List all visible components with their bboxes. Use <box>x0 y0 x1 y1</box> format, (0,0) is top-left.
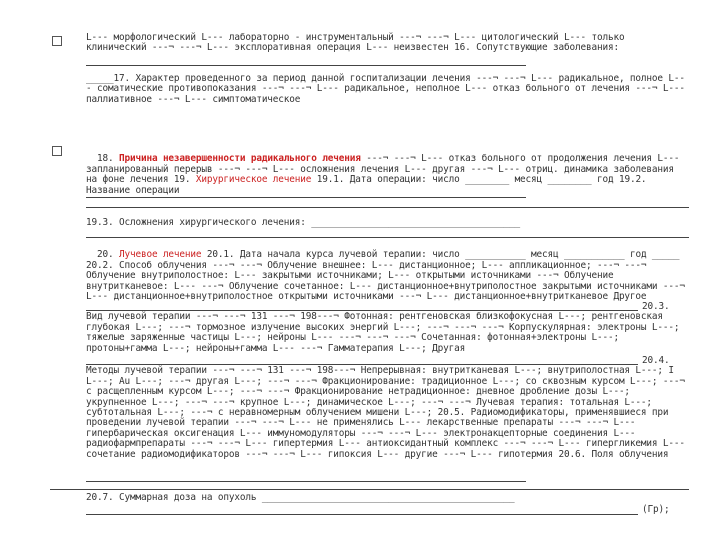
surgical-complications-line: 19.3. Осложнения хирургического лечения: ______________________________________ <box>86 217 521 228</box>
section-1-text-b: _____17. Характер проведенного за период данной госпитализации лечения ---¬ ---¬ L--- радикальное, полное L--- соматические противопоказания ---¬ ---¬ L--- радикальное, неполное L--- отказ больного от лечения ---¬ L--- паллиативное ---¬ L--- симптоматическое <box>86 73 691 105</box>
total-dose-line: 20.7. Суммарная доза на опухоль ______________________________________________ <box>86 492 515 503</box>
radiation-methods: 20.4. Методы лучевой терапии ---¬ ---¬ 131 ---¬ 198---¬ Непрерывная: внутритканевая L---; внутриполостная L---; I L---; Au L---; ---¬ другая L---; ---¬ ---¬ Фракционирование: традиционное L---; со сквозным курсом L---; ---¬ с расщепленным курсом L---; ---¬ ---¬ Фракционирование нетрадиционное: дневное дробление дозы L---; укрупненное L---; ---¬ ---¬ крупное L---; динамическое L---; ---¬ ---¬ Лучевая терапия: тотальная L---; субтотальная L---; ---¬ с неравномерным облучением мишени L---; 20.5. Радиомодификаторы, применявшиеся при проведении лучевой терапии ---¬ ---¬ L--- не применялись L--- лекарственные препараты ---¬ ---¬ L--- гипербарическая оксигенация L--- иммуномодуляторы ---¬ ---¬ L--- электронакцепторные соединения L--- радиофармпрепараты ---¬ ---¬ L--- гипертермия L--- антиоксидантный комплекс ---¬ ---¬ L--- гипергликемия L--- сочетание радиомодификаторов ---¬ ---¬ L--- гипоксия L--- другие ---¬ L--- гипотермия 20.6. Поля облучения <box>86 355 691 460</box>
dose-unit: (Гр); <box>642 504 670 515</box>
underline-blank-1 <box>86 65 526 66</box>
section-1-text-a: L--- морфологический L--- лабораторно - инструментальный ---¬ ---¬ L--- цитологический L--- только клинический ---¬ ---¬ L--- эксплоративная операция L--- неизвестен 16. Сопутствующие заболевания: <box>86 32 630 54</box>
radiation-treatment-heading: Лучевое лечение <box>118 249 202 261</box>
underline-fields-2 <box>50 489 689 490</box>
underline-operation-name-1 <box>86 197 526 198</box>
incomplete-treatment-heading: Причина незавершенности радикального лечения <box>118 153 361 165</box>
item-19-fields: 19.1. Дата операции: число ________ месяц ________ год 19.2. Название операции <box>86 174 652 196</box>
item-20-fields: 20.1. Дата начала курса лучевой терапии: число ___________ месяц ___________ год _____ 20.2. Способ облучения ---¬ ---¬ Облучение внешнее: L--- дистанционное; L--- аппликационное; ---¬ ---¬ Облучение внутриполостное: L--- закрытыми источниками; L--- открытыми источниками ---¬ Облучение внутритканевое: L--- ---¬ Облучение сочетанное: L--- дистанционное+внутриполостное закрытыми источниками ---¬ L--- дистанционное+внутриполостное открытыми источниками ---¬ L--- дистанционное+внутритканевое Другое <box>86 249 691 303</box>
section-2-para-1 <box>86 144 690 196</box>
bullet-marker-1 <box>52 36 62 46</box>
section-2-radiation <box>86 240 690 302</box>
item-18-options: ---¬ ---¬ L--- отказ больного от продолжения лечения L--- запланированный перерыв ---¬ ---¬ L--- осложнения лечения L--- другая ---¬ L--- отриц. динамика заболевания на фоне лечения 19. <box>86 153 685 186</box>
surgical-treatment-heading: Хирургическое лечение <box>195 174 312 186</box>
underline-fields-1 <box>86 481 526 482</box>
underline-complications <box>86 237 689 238</box>
bullet-marker-2 <box>52 146 62 156</box>
item-20-number: 20. <box>97 249 119 261</box>
underline-operation-name-2 <box>86 207 689 208</box>
item-18-number: 18. <box>97 153 119 165</box>
radiation-types: 20.3. Вид лучевой терапии ---¬ ---¬ 131 ---¬ 198---¬ Фотонная: рентгеновская близкофокусная L---; рентгеновская глубокая L---; ---¬ тормозное излучение высоких энергий L---; ---¬ ---¬ ---¬ Корпускулярная: электроны L---; тяжелые заряженные частицы L---; нейроны L--- ---¬ ---¬ ---¬ Сочетанная: фотонная+электроны L---; протоны+гамма L---; нейроны+гамма L--- ---¬ Гамматерапия L---; Другая <box>86 301 685 354</box>
underline-dose <box>86 514 638 515</box>
